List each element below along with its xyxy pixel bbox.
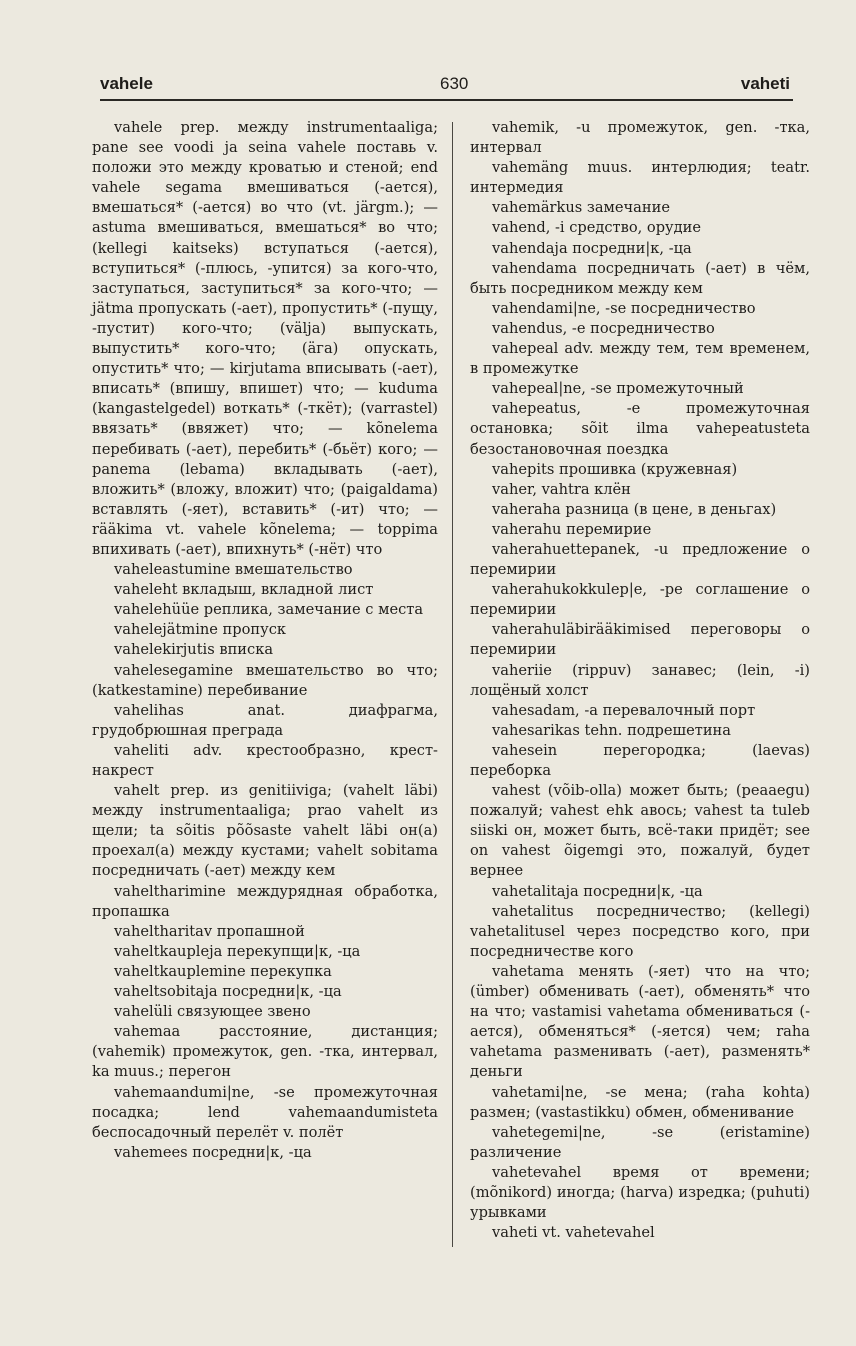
dictionary-entry: vahelekirjutis вписка: [114, 641, 274, 659]
dictionary-entry: vahemärkus замечание: [492, 199, 670, 217]
dictionary-entry: vaheltkauplemine перекупка: [114, 962, 332, 980]
dictionary-entry: vaheliti adv. крестообразно, крест-накрест: [92, 741, 438, 779]
right-column: [470, 118, 810, 1243]
dictionary-entry: vaheltkaupleja перекупщи|к, -ца: [114, 942, 361, 960]
dictionary-entry: vaheleht вкладыш, вкладной лист: [114, 581, 374, 599]
dictionary-entry: vaheraha разница (в цене, в деньгах): [492, 500, 777, 518]
dictionary-entry: vahetami|ne, -se мена; (raha kohta) размен; (vastastikku) обмен, обменивание: [470, 1083, 810, 1121]
dictionary-entry: vahendus, -e посредничество: [492, 319, 715, 337]
column-divider: [452, 122, 453, 1247]
dictionary-entry: vahesarikas tehn. подрешетина: [492, 721, 731, 739]
dictionary-entry: vahemees посредни|к, -ца: [114, 1143, 312, 1161]
dictionary-entry: vahetalitaja посредни|к, -ца: [492, 882, 703, 900]
left-column: [92, 118, 438, 1163]
dictionary-entry: vahelesegamine вмешательство во что; (katkestamine) перебивание: [92, 661, 438, 699]
guide-word-left: vahele: [100, 74, 153, 93]
dictionary-entry: vaheltharitav пропашной: [114, 922, 305, 940]
dictionary-entry: vaherahuettepanek, -u предложение о перемирии: [470, 540, 810, 579]
dictionary-entry: vaherahukokkulep|e, -pe соглашение о перемирии: [470, 581, 810, 619]
dictionary-entry: vahendama посредничать (-ает) в чём, быть посредником между кем: [470, 259, 810, 297]
dictionary-entry: vahelihas anat. диафрагма, грудобрюшная преграда: [92, 701, 438, 739]
dictionary-entry: vahepeal|ne, -se промежуточный: [492, 380, 744, 398]
dictionary-entry: vaheriie (rippuv) занавес; (lein, -i) лощёный холст: [470, 661, 810, 699]
dictionary-entry: vahetegemi|ne, -se (eristamine) различение: [470, 1123, 810, 1161]
dictionary-entry: vahetevahel время от времени; (mõnikord) иногда; (harva) изредка; (puhuti) урывками: [470, 1163, 810, 1222]
dictionary-entry: vahesein перегородка; (laevas) переборка: [470, 741, 810, 779]
dictionary-entry: vaheti vt. vahetevahel: [492, 1224, 655, 1242]
dictionary-entry: vahepeal adv. между тем, тем временем, в промежутке: [470, 340, 810, 378]
dictionary-entry: vahendami|ne, -se посредничество: [492, 299, 756, 317]
dictionary-entry: vahepits прошивка (кружевная): [492, 460, 738, 478]
dictionary-entry: vaherahu перемирие: [492, 520, 652, 538]
dictionary-entry: vahele prep. между instrumentaaliga; pane see voodi ja seina vahele поставь v. положи это между кроватью и стеной; end vahele segama вмешиваться (-ается), вмешаться* (-ается) во что (vt. järgm.); — astuma вмешиваться, вмешаться* во что; (kellegi kaitseks) вступаться (-ается), вступиться* (-плюсь, -упится) за кого-что, заступаться, заступиться* за кого-что; — jätma пропускать (-ает), пропустить* (-пущу, -пустит) кого-что; (välja) выпускать, выпустить* кого-что; (äга) опускать, опустить* что; — kirjutama вписывать (-ает), вписать* (впишу, впишет) что; — kudumа (kangastelgedel) воткать* (-ткёт); (varrastel) ввязать* (ввяжет) что; — kõnelema перебивать (-ает), перебить* (-бьёт) кого; — panema (lebama) вкладывать (-ает), вложить* (вложу, вложит) что; (paigaldama) вставлять (-яет), вставить* (-ит) что; — rääkima vt. vahele kõnelema; — toppima впихивать (-ает), впихнуть* (-нёт) что: [92, 119, 438, 558]
dictionary-entry: vahest (võib-olla) может быть; (peaaegu) пожалуй; vahest ehk авось; vahest ta tuleb siiski он, может быть, всё-таки придёт; see on vahest õigemgi это, пожалуй, будет вернее: [470, 782, 810, 880]
dictionary-entry: vahetalitus посредничество; (kellegi) vahetalitusel через посредство кого, при посредничестве кого: [470, 902, 810, 960]
dictionary-entry: vahend, -i средство, орудие: [492, 219, 701, 237]
dictionary-entry: vahepeatus, -e промежуточная остановка; sõit ilma vahepeatusteta безостановочная поездка: [470, 400, 810, 458]
header-rule: [100, 99, 793, 101]
dictionary-entry: vahendaja посредни|к, -ца: [492, 239, 692, 257]
dictionary-entry: vaheleastumine вмешательство: [114, 561, 353, 579]
dictionary-entry: vahesadam, -a перевалочный порт: [492, 701, 756, 719]
page-number: 630: [440, 74, 469, 93]
dictionary-entry: vahelüli связующее звено: [114, 1003, 311, 1021]
dictionary-entry: vaheltsobitaja посредни|к, -ца: [114, 983, 342, 1001]
dictionary-entry: vahemaa расстояние, дистанция; (vahemik) промежуток, gen. -тка, интервал, ka muus.; перегон: [92, 1023, 438, 1081]
dictionary-entry: vaher, vahtra клён: [492, 480, 631, 498]
page-header: [100, 74, 790, 96]
dictionary-entry: vahemäng muus. интерлюдия; teatr. интермедия: [470, 159, 810, 197]
dictionary-entry: vaherahuläbirääkimised переговоры о перемирии: [470, 621, 810, 659]
dictionary-entry: vahetama менять (-яет) что на что; (ümber) обменивать (-ает), обменять* что на что; vastamisi vahetama обмениваться (-ается), обменяться* (-яется) чем; raha vahetama разменивать (-ает), разменять* деньги: [470, 962, 810, 1081]
dictionary-entry: vahelt prep. из genitiiviga; (vahelt läbi) между instrumentaaliga; prao vahelt из щели; ta sõitis põõsaste vahelt läbi он(а) проехал(а) между кустами; vahelt sobitama посредничать (-ает) между кем: [92, 782, 438, 880]
guide-word-right: vaheti: [740, 74, 790, 93]
dictionary-entry: vahemik, -u промежуток, gen. -тка, интервал: [470, 119, 810, 157]
dictionary-entry: vahelejätmine пропуск: [114, 621, 287, 639]
dictionary-entry: vaheltharimine междурядная обработка, пропашка: [92, 882, 438, 920]
dictionary-entry: vahelehüüe реплика, замечание с места: [114, 601, 424, 619]
dictionary-entry: vahemaandumi|ne, -se промежуточная посадка; lend vahemaandumisteta беспосадочный перелёт v. полёт: [92, 1083, 438, 1141]
